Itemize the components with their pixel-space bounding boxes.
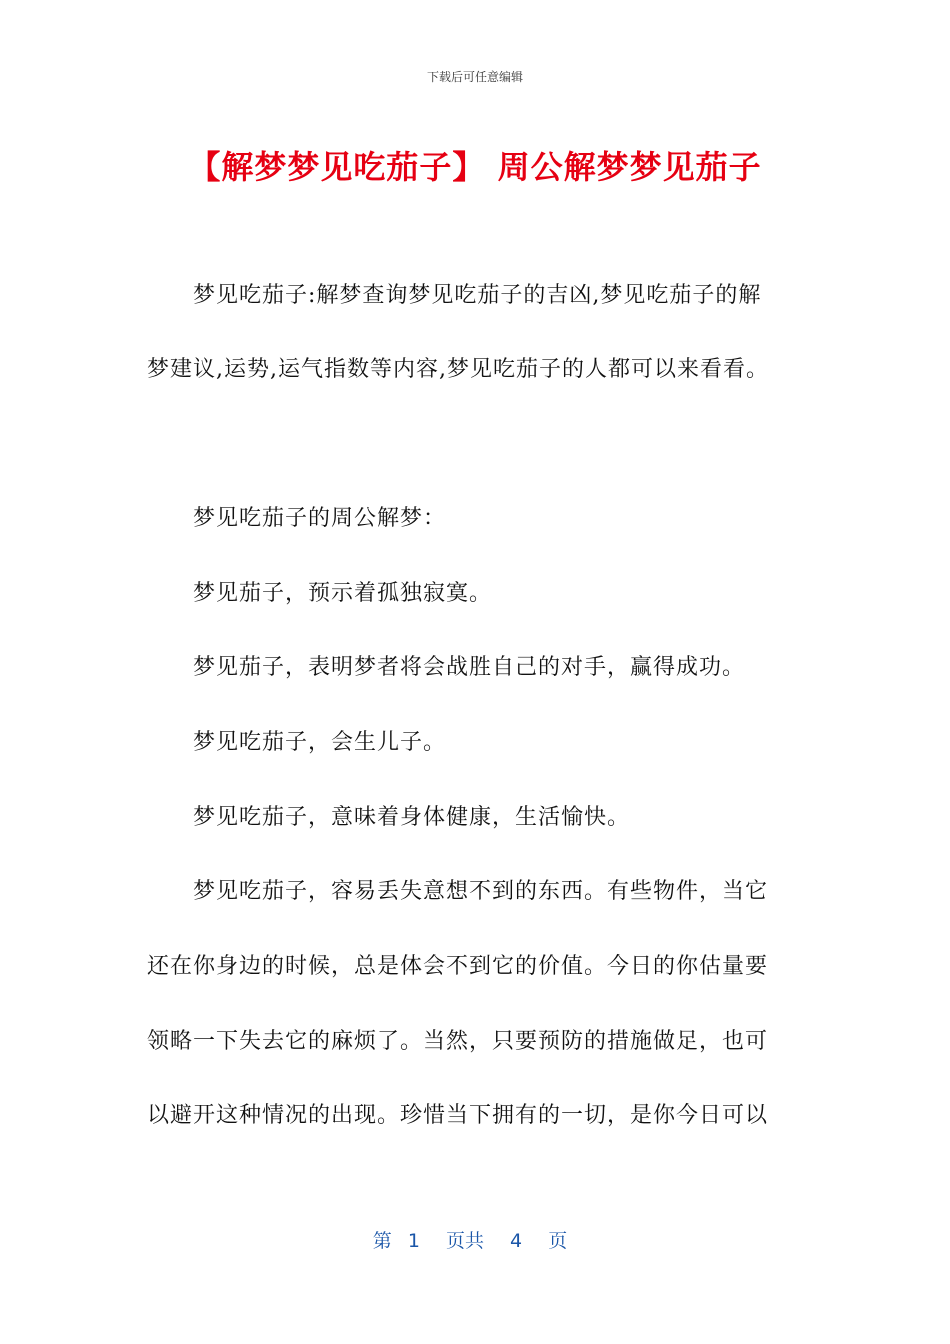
paragraph-line: 领略一下失去它的麻烦了。当然，只要预防的措施做足，也可	[147, 1029, 769, 1054]
paragraph-line: 梦见茄子，预示着孤独寂寞。	[193, 581, 493, 606]
paragraph-line: 梦见茄子，表明梦者将会战胜自己的对手，赢得成功。	[193, 655, 746, 680]
paragraph-line: 以避开这种情况的出现。珍惜当下拥有的一切，是你今日可以	[147, 1103, 769, 1128]
footer-middle: 页共	[445, 1230, 484, 1252]
document-title: 【解梦梦见吃茄子】 周公解梦梦见茄子	[188, 148, 762, 186]
paragraph-line: 梦见吃茄子:解梦查询梦见吃茄子的吉凶,梦见吃茄子的解	[193, 283, 762, 308]
page-footer	[0, 1226, 950, 1253]
paragraph-line: 梦建议,运势,运气指数等内容,梦见吃茄子的人都可以来看看。	[147, 357, 769, 382]
footer-prefix: 第	[372, 1230, 392, 1252]
paragraph-line: 梦见吃茄子，意味着身体健康，生活愉快。	[193, 805, 631, 830]
footer-total-pages: 4	[510, 1230, 523, 1252]
paragraph-line: 梦见吃茄子，容易丢失意想不到的东西。有些物件，当它	[193, 879, 769, 904]
footer-suffix: 页	[548, 1230, 568, 1252]
paragraph-line: 还在你身边的时候，总是体会不到它的价值。今日的你估量要	[147, 954, 769, 979]
paragraph-line: 梦见吃茄子的周公解梦：	[193, 506, 447, 531]
header-note: 下载后可任意编辑	[426, 70, 523, 84]
paragraph-line: 梦见吃茄子，会生儿子。	[193, 730, 447, 755]
footer-current-page: 1	[407, 1230, 420, 1252]
